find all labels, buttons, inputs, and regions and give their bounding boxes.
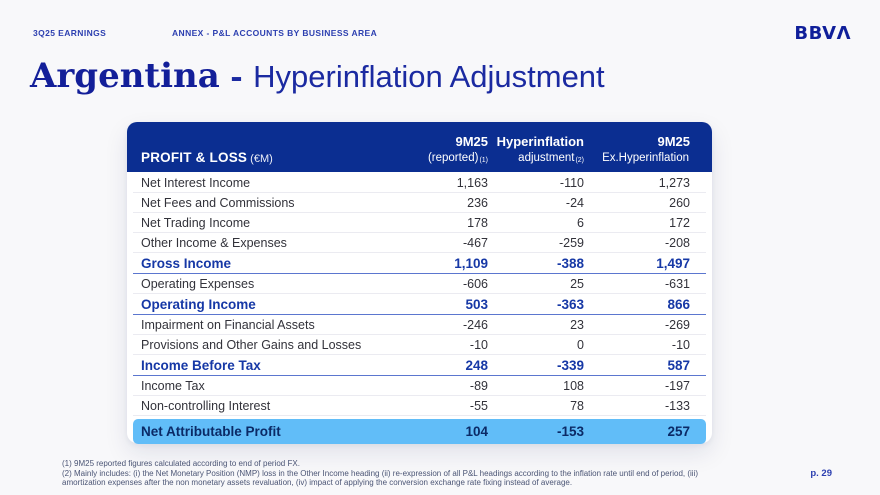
column-header-line2-text: (reported) <box>427 151 479 164</box>
bbva-logo: BBVΛ <box>794 23 851 44</box>
row-value-ex-hyperinflation: -208 <box>664 235 690 250</box>
column-header-line1: Hyperinflation <box>496 134 584 150</box>
row-label: Impairment on Financial Assets <box>141 317 315 332</box>
row-value-reported: -89 <box>469 378 488 393</box>
row-value-reported: 1,163 <box>456 175 488 190</box>
row-value-ex-hyperinflation: 866 <box>667 296 690 312</box>
row-value-ex-hyperinflation: 587 <box>667 357 690 373</box>
row-value-adjustment: -153 <box>556 424 584 439</box>
footnote-1: (1) 9M25 reported figures calculated according to end of period FX. <box>62 459 300 468</box>
table-row <box>133 253 706 274</box>
column-header-line1: 9M25 <box>455 134 488 150</box>
row-value-adjustment: 108 <box>563 378 584 393</box>
row-value-adjustment: 78 <box>570 398 584 413</box>
pnl-table-card <box>127 122 712 443</box>
table-header-title <box>141 150 398 165</box>
column-header-line1: 9M25 <box>657 134 690 150</box>
row-value-reported: 236 <box>467 195 488 210</box>
table-row <box>133 173 706 193</box>
currency-unit-label: (€M) <box>247 153 273 165</box>
column-header-line2 <box>584 151 690 165</box>
row-label: Income Before Tax <box>141 357 261 373</box>
row-label: Operating Income <box>141 296 256 312</box>
column-header-line2-text: adjustment <box>518 151 575 164</box>
row-label: Net Attributable Profit <box>141 424 281 439</box>
table-row <box>133 396 706 416</box>
row-value-ex-hyperinflation: 172 <box>669 215 690 230</box>
table-row <box>133 315 706 335</box>
row-label: Provisions and Other Gains and Losses <box>141 337 362 352</box>
table-body <box>127 172 712 444</box>
row-value-adjustment: 6 <box>577 215 584 230</box>
footnote-ref-1: (1) <box>479 156 488 164</box>
row-value-ex-hyperinflation: -133 <box>664 398 690 413</box>
row-value-adjustment: 0 <box>577 337 584 352</box>
row-value-ex-hyperinflation: -197 <box>664 378 690 393</box>
row-value-ex-hyperinflation: -631 <box>664 276 690 291</box>
row-value-adjustment: -259 <box>558 235 584 250</box>
row-value-ex-hyperinflation: 257 <box>667 424 690 439</box>
row-value-reported: 248 <box>465 357 488 373</box>
column-header-9m25-ex-hyperinflation <box>584 134 690 165</box>
row-value-reported: -55 <box>469 398 488 413</box>
row-label: Net Interest Income <box>141 175 251 190</box>
footnotes <box>62 459 734 488</box>
column-header-9m25-reported <box>398 134 488 165</box>
table-row <box>133 213 706 233</box>
row-value-reported: -606 <box>462 276 488 291</box>
row-value-reported: 1,109 <box>454 255 488 271</box>
row-value-adjustment: -388 <box>556 255 584 271</box>
row-value-ex-hyperinflation: 1,273 <box>658 175 690 190</box>
table-row <box>133 233 706 253</box>
row-value-reported: -467 <box>462 235 488 250</box>
row-value-ex-hyperinflation: 260 <box>669 195 690 210</box>
column-header-line2 <box>488 151 584 165</box>
table-row <box>133 419 706 444</box>
column-header-line2-text: Ex.Hyperinflation <box>602 151 689 164</box>
table-row <box>133 355 706 376</box>
table-row <box>133 274 706 294</box>
table-row <box>133 294 706 315</box>
row-value-reported: 104 <box>465 424 488 439</box>
column-header-line2 <box>398 151 488 165</box>
row-value-adjustment: -110 <box>559 175 584 190</box>
row-value-reported: 503 <box>465 296 488 312</box>
row-value-ex-hyperinflation: -269 <box>664 317 690 332</box>
row-label: Non-controlling Interest <box>141 398 271 413</box>
section-breadcrumb: ANNEX - P&L ACCOUNTS BY BUSINESS AREA <box>172 28 378 38</box>
row-value-adjustment: -363 <box>556 296 584 312</box>
row-value-adjustment: -24 <box>565 195 584 210</box>
row-value-reported: -10 <box>469 337 488 352</box>
row-value-ex-hyperinflation: 1,497 <box>656 255 690 271</box>
page-number: p. 29 <box>810 468 832 479</box>
table-row <box>133 335 706 355</box>
row-label: Net Trading Income <box>141 215 251 230</box>
row-value-reported: -246 <box>462 317 488 332</box>
table-row <box>133 376 706 396</box>
title-separator: - <box>219 60 254 95</box>
title-country: Argentina <box>30 56 220 96</box>
profit-loss-label: PROFIT & LOSS <box>141 150 248 165</box>
page-title <box>30 56 605 96</box>
row-label: Operating Expenses <box>141 276 255 291</box>
row-value-adjustment: 23 <box>570 317 584 332</box>
table-header <box>127 122 712 172</box>
report-period-label: 3Q25 EARNINGS <box>33 28 107 38</box>
row-value-ex-hyperinflation: -10 <box>671 337 690 352</box>
row-value-reported: 178 <box>467 215 488 230</box>
table-row <box>133 193 706 213</box>
row-label: Net Fees and Commissions <box>141 195 295 210</box>
row-label: Income Tax <box>141 378 205 393</box>
column-header-hyperinflation-adjustment <box>488 134 584 165</box>
row-value-adjustment: -339 <box>556 357 584 373</box>
footnote-ref-2: (2) <box>575 156 584 164</box>
row-label: Gross Income <box>141 255 232 271</box>
title-subject: Hyperinflation Adjustment <box>253 59 605 94</box>
row-value-adjustment: 25 <box>570 276 584 291</box>
row-label: Other Income & Expenses <box>141 235 287 250</box>
footnote-2: (2) Mainly includes: (i) the Net Monetary Position (NMP) loss in the Other Income heading (ii) re-expression of all P&L headings according to the inflation rate until end of period, (iii) amortization expenses after the non monetary assets revaluation, (iv) impact of applying the conversion exchange rate fixing instead of average. <box>62 468 699 488</box>
